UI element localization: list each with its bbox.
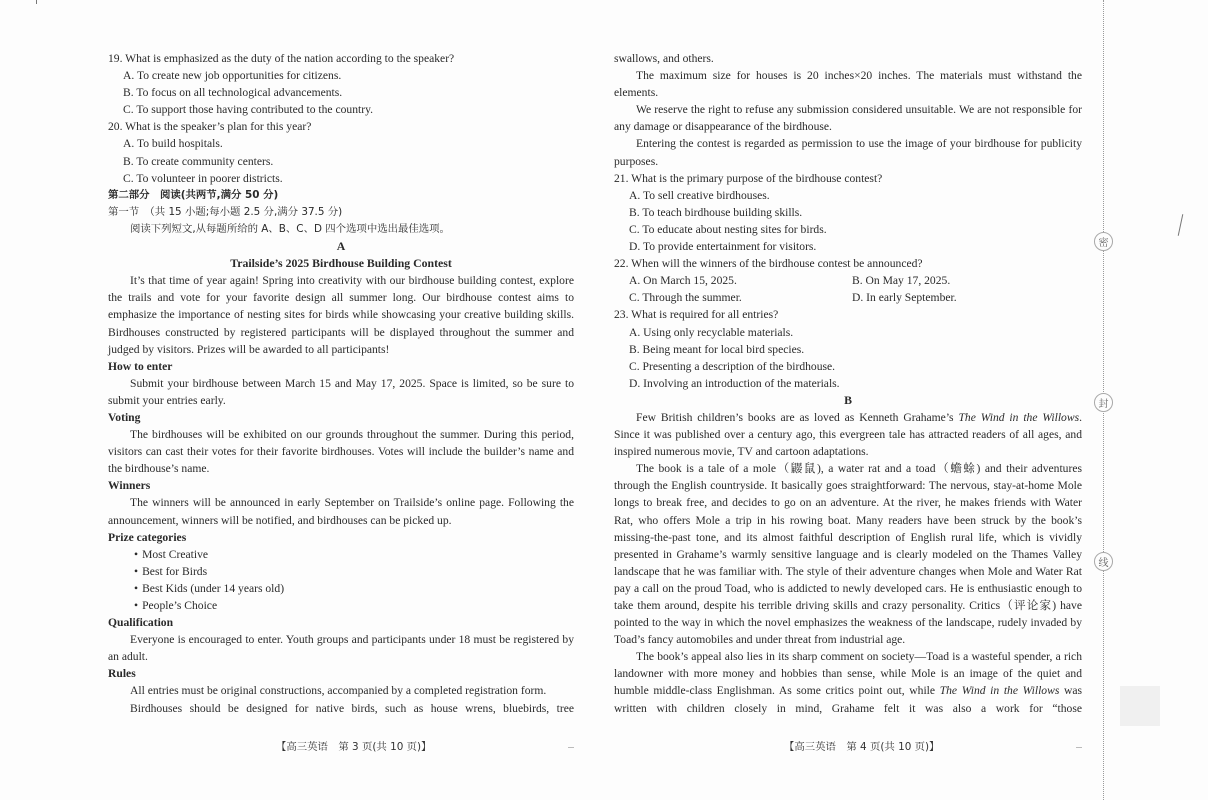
- option-a: A. On March 15, 2025.: [629, 274, 737, 288]
- winners-text: The winners will be announced in early September on Trailside’s online page. Following the announcement, winners will be notified, and birdhouses can be picked up.: [108, 496, 574, 527]
- text-run: was written with children closely in mind, Grahame felt it was also a work for “those: [614, 684, 1083, 715]
- voting-text: The birdhouses will be exhibited on our grounds throughout the summer. During this period, visitors can cast their votes for their favorite birdhouses. Votes will include the builder’s name and the birdhouse’s name.: [108, 428, 574, 476]
- text-run: . Since it was published over a century ago, this evergreen tale has attracted readers of all ages, and inspired numerous movie, TV and cartoon adaptations.: [614, 410, 1082, 459]
- part-heading: 第二部分 阅读(共两节,满分 50 分): [108, 188, 279, 201]
- prize-item: • People’s Choice: [108, 597, 574, 614]
- continued-text: swallows, and others.: [614, 52, 714, 65]
- prize-item: • Best for Birds: [108, 563, 574, 580]
- rules-text: The maximum size for houses is 20 inches×20 inches. The materials must withstand the elements.: [614, 69, 1082, 100]
- question-stem: 20. What is the speaker’s plan for this year?: [108, 120, 312, 134]
- left-page-column: [108, 50, 574, 717]
- rules-text: All entries must be original constructions, accompanied by a completed registration form.: [130, 684, 547, 698]
- option-b: B. On May 17, 2025.: [852, 274, 951, 288]
- section-heading-rules: Rules: [108, 667, 136, 681]
- passage-paragraph: [614, 409, 1082, 460]
- passage-a: [108, 238, 574, 717]
- section-heading-qualification: Qualification: [108, 616, 174, 630]
- passage-paragraph: The book is a tale of a mole（鼹鼠), a water rat and a toad（蟾蜍) and their adventures through the English countryside. It basically goes straightforward: The nervous, stay-at-home Mole longs to break free, and decides to go on an adventure. At the river, he makes friends with Water Rat, who offers Mole a trip in his rowing boat. Many readers have been struck by the book’s missing-the-past tone, and its almost faithful description of English rural life, which is vividly presented in Grahame’s warmly sensitive language and is clearly modeled on the Thames Valley landscape that he was familiar with. The style of their adventure changes when Mole and Water Rat pay a call on the proud Toad, who is addicted to newly developed cars. He is enthusiastic enough to take them around, despite his terrible driving skills and crazy personality. Critics（评论家) have pointed to the way in which the novel emphasizes the weakness of the landscape, rudely invaded by Toad’s fancy automobiles and under threat from industrial age.: [614, 462, 1082, 647]
- corner-mark: [36, 0, 37, 4]
- option-d: D. Involving an introduction of the materials.: [629, 376, 840, 390]
- book-title: The Wind in the Willows: [939, 684, 1060, 698]
- option-a: A. To create new job opportunities for citizens.: [123, 69, 342, 83]
- rules-text: We reserve the right to refuse any submission considered unsuitable. We are not responsible for any damage or disappearance of the birdhouse.: [614, 103, 1082, 134]
- option-b: B. To create community centers.: [123, 154, 274, 168]
- scan-smudge: [1120, 686, 1160, 726]
- section-heading-voting: Voting: [108, 410, 141, 424]
- footer-dash: [568, 747, 574, 748]
- option-c: C. To support those having contributed to the country.: [123, 103, 374, 117]
- pen-mark: [1178, 214, 1184, 236]
- option-b: B. Being meant for local bird species.: [629, 342, 805, 356]
- passage-label: A: [336, 239, 346, 254]
- option-b: B. To focus on all technological advancements.: [123, 86, 343, 100]
- how-to-enter-text: Submit your birdhouse between March 15 and May 17, 2025. Space is limited, so be sure to submit your entries early.: [108, 376, 574, 407]
- question-22: [614, 255, 1082, 306]
- section-heading: 第一节 （共 15 小题;每小题 2.5 分,满分 37.5 分): [108, 205, 343, 218]
- option-c: C. Presenting a description of the birdhouse.: [629, 359, 836, 373]
- passage-intro: It’s that time of year again! Spring into creativity with our birdhouse building contest, explore the trails and vote for your favorite design all summer long. Our birdhouse contest aims to emphasize the importance of nesting sites for birds while showcasing your creative building skills. Birdhouses constructed by registered participants will be displayed throughout the summer and judged by visitors. Prizes will be awarded to all participants!: [108, 274, 574, 356]
- page-footer-left: 【高三英语 第 3 页(共 10 页)】: [276, 741, 432, 753]
- page-footer-right: 【高三英语 第 4 页(共 10 页)】: [784, 741, 940, 753]
- question-23: [614, 306, 1082, 391]
- option-c: C. To educate about nesting sites for birds.: [629, 222, 827, 236]
- rules-text: Entering the contest is regarded as permission to use the image of your birdhouse for publicity purposes.: [614, 137, 1082, 168]
- instruction: 阅读下列短文,从每题所给的 A、B、C、D 四个选项中选出最佳选项。: [130, 222, 450, 235]
- seal-xian: 线: [1094, 552, 1113, 571]
- prize-item: • Most Creative: [108, 546, 574, 563]
- option-a: A. Using only recyclable materials.: [629, 325, 794, 339]
- section-heading-how-to-enter: How to enter: [108, 359, 173, 373]
- option-d: D. In early September.: [852, 291, 957, 305]
- passage-paragraph: [614, 648, 1082, 716]
- text-run: The book’s appeal also lies in its sharp comment on society—Toad is a wasteful spender, a rich landowner with more money and hobbies than sense, while Mole is an image of the quiet and humble middle-class Englishman. As some critics point out, while: [614, 650, 1082, 698]
- option-d: D. To provide entertainment for visitors.: [629, 240, 817, 254]
- book-title: The Wind in the Willows: [958, 410, 1080, 424]
- passage-b: [614, 392, 1082, 717]
- section-heading-prizes: Prize categories: [108, 530, 187, 544]
- question-stem: 23. What is required for all entries?: [614, 308, 779, 322]
- right-page-column: [614, 50, 1082, 717]
- rules-text: Birdhouses should be designed for native birds, such as house wrens, bluebirds, tree: [130, 701, 574, 715]
- question-stem: 21. What is the primary purpose of the birdhouse contest?: [614, 171, 883, 185]
- prize-item: • Best Kids (under 14 years old): [108, 580, 574, 597]
- option-a: A. To sell creative birdhouses.: [629, 188, 770, 202]
- passage-title: Trailside’s 2025 Birdhouse Building Contest: [230, 256, 452, 271]
- passage-label: B: [844, 392, 852, 407]
- text-run: Few British children’s books are as loved as Kenneth Grahame’s: [636, 410, 959, 424]
- option-a: A. To build hospitals.: [123, 137, 223, 151]
- question-stem: 19. What is emphasized as the duty of the nation according to the speaker?: [108, 52, 455, 65]
- question-19: [108, 50, 574, 118]
- footer-dash: [1076, 747, 1082, 748]
- question-20: [108, 118, 574, 186]
- section-heading-winners: Winners: [108, 479, 151, 493]
- question-stem: 22. When will the winners of the birdhouse contest be announced?: [614, 257, 923, 271]
- option-c: C. Through the summer.: [629, 291, 742, 305]
- seal-feng: 封: [1094, 393, 1113, 412]
- seal-mi: 密: [1094, 232, 1113, 251]
- question-21: [614, 170, 1082, 255]
- option-b: B. To teach birdhouse building skills.: [629, 205, 803, 219]
- qualification-text: Everyone is encouraged to enter. Youth groups and participants under 18 must be registered by an adult.: [108, 633, 574, 664]
- option-c: C. To volunteer in poorer districts.: [123, 171, 283, 185]
